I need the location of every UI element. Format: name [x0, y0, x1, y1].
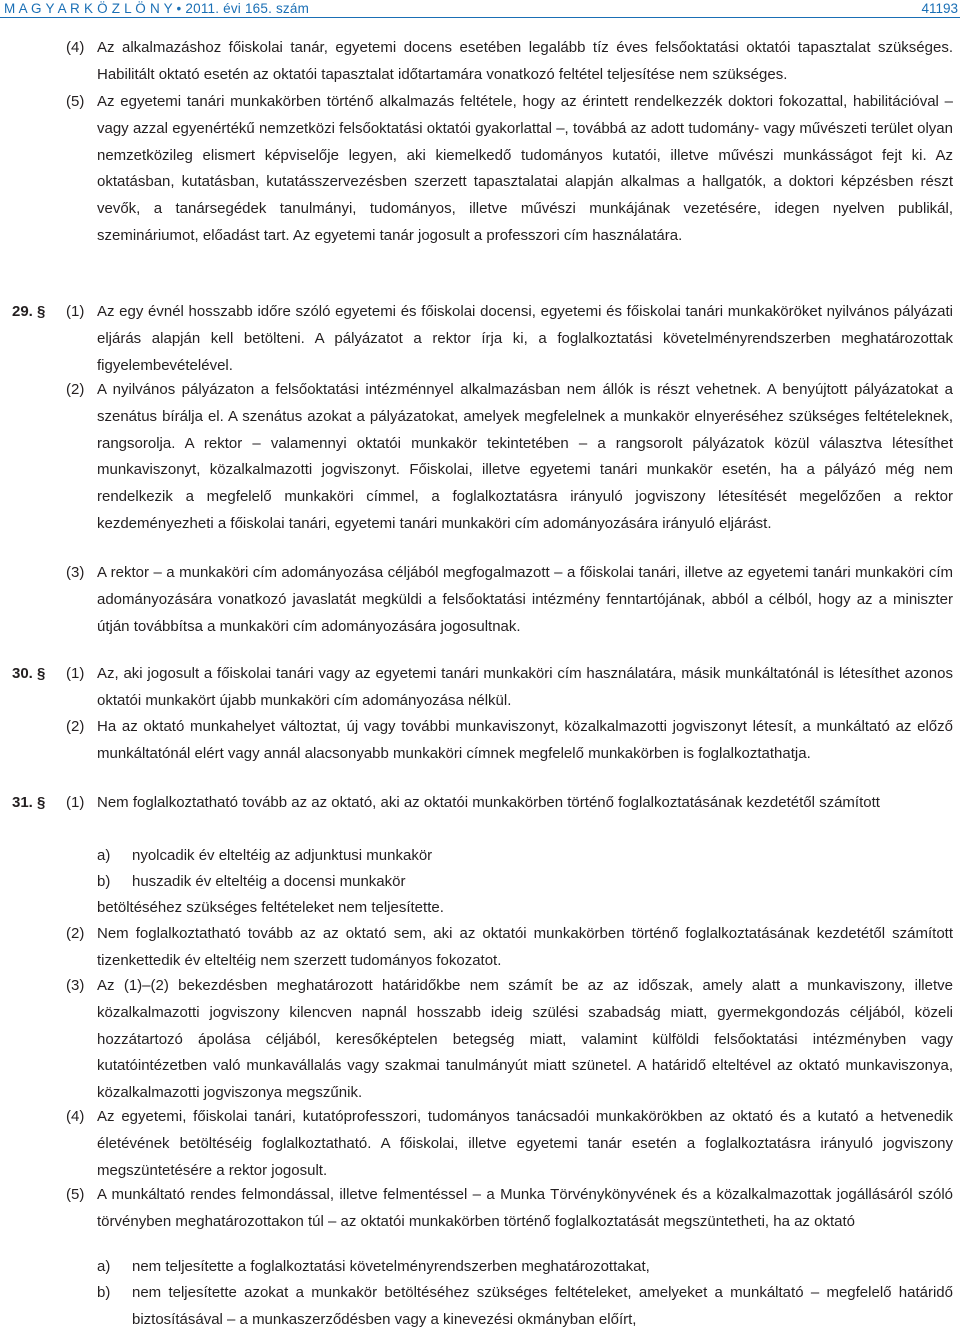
- paragraph-number: (2): [66, 381, 85, 398]
- list-item-label: b): [97, 1284, 111, 1301]
- paragraph-number: (4): [66, 1108, 85, 1125]
- section-31-1-text: Nem foglalkoztatható tovább az az oktató, aki az oktatói munkakörben történő foglalkoztatásának kezdetétől számított: [97, 794, 880, 811]
- paragraph-5-text: Az egyetemi tanári munkakörben történő alkalmazás feltétele, hogy az érintett rendelkezzék doktori fokozattal, habilitációval – vagy azzal egyenértékű nemzetközi felsőoktatási oktatói gyakorlattal –, továbbá az adott tudomány- vagy művészeti terület olyan nemzetközileg elismert képviselője legyen, aki kiemelkedő tudományos kutatói, illetve művészi munkásságot fejt ki. Az oktatásban, kutatásban, kutatásszervezésben szerzett tapasztalatai alapján alkalmas a hallgatók, a doktori képzésben részt vevők, a tanársegédek tanulmányi, tudományos, illetve művészi munkájának vezetésére, idegen nyelven publikál, szemináriumot, előadást tart. Az egyetemi tanár jogosult a professzori cím használatára.: [97, 93, 953, 244]
- page-number: 41193: [921, 1, 958, 16]
- section-31-heading: 31. §: [12, 794, 46, 811]
- paragraph-number: (5): [66, 93, 85, 110]
- list-item-label: b): [97, 873, 111, 890]
- list-item-label: a): [97, 1258, 111, 1275]
- section-29-heading: 29. §: [12, 303, 46, 320]
- paragraph-number: (3): [66, 977, 85, 994]
- section-30-2-text: Ha az oktató munkahelyet változtat, új vagy további munkaviszonyt, közalkalmazotti jogviszonyt létesít, a munkáltató az előző munkáltatónál elért vagy annál alacsonyabb munkaköri címnek megfelelő munkakörben is foglalkoztathatja.: [97, 718, 953, 762]
- paragraph-number: (1): [66, 303, 85, 320]
- paragraph-number: (3): [66, 564, 85, 581]
- paragraph-number: (4): [66, 39, 85, 56]
- section-29-3-text: A rektor – a munkaköri cím adományozása céljából megfogalmazott – a főiskolai tanári, illetve az egyetemi tanári munkaköri cím adományozására vonatkozó javaslatát megküldi a felsőoktatási intézmény fenntartójának, abból a célból, hogy az a miniszter útján továbbítsa a munkaköri cím adományozására jogosultnak.: [97, 564, 953, 635]
- section-31-4-text: Az egyetemi, főiskolai tanári, kutatóprofesszori, tudományos tanácsadói munkakörökben az oktató és a kutató a hetvenedik életévének betöltéséig foglalkoztatható. A főiskolai, illetve egyetemi tanár esetén a foglalkoztatásra irányuló jogviszony megszüntetésére a rektor jogosult.: [97, 1108, 953, 1179]
- section-31-3-text: Az (1)–(2) bekezdésben meghatározott határidőkbe nem számít be az az időszak, amely alatt a munkaviszony, illetve közalkalmazotti jogviszony kilencven napnál hosszabb ideig szülési szabadság miatt, gyermekgondozás céljából, közeli hozzátartozó ápolása céljából, keresőképtelen betegség miatt, valamint külföldi felsőoktatási intézményben vagy kutatóintézetben való munkavállalás vagy szakmai tanulmányút miatt szünetel. A határidő elteltével az oktató munkaviszonya, közalkalmazotti jogviszonya megszűnik.: [97, 977, 953, 1102]
- section-31-2-text: Nem foglalkoztatható tovább az az oktató sem, aki az oktatói munkakörben történő foglalkoztatásának kezdetétől számított tizenkettedik év elteltéig nem szerzett tudományos fokozatot.: [97, 925, 953, 969]
- paragraph-number: (2): [66, 718, 85, 735]
- paragraph-number: (5): [66, 1186, 85, 1203]
- paragraph-number: (1): [66, 794, 85, 811]
- paragraph-4-text: Az alkalmazáshoz főiskolai tanár, egyetemi docens esetében legalább tíz éves felsőoktatási oktatói tapasztalat szükséges. Habilitált oktató esetén az oktatói tapasztalat időtartamára vonatkozó feltétel teljesítése nem szükséges.: [97, 39, 953, 83]
- journal-header: [0, 0, 960, 18]
- section-31-1-tail: betöltéséhez szükséges feltételeket nem teljesítette.: [97, 899, 444, 916]
- list-item-text: huszadik év elteltéig a docensi munkakör: [132, 873, 406, 890]
- header-rule: [0, 17, 960, 18]
- section-30-heading: 30. §: [12, 665, 46, 682]
- section-31-5-text: A munkáltató rendes felmondással, illetve felmentéssel – a Munka Törvénykönyvének és a közalkalmazottak jogállásáról szóló törvényben meghatározottakon túl – az oktatói munkakörben történő foglalkoztatását megszüntetheti, ha az oktató: [97, 1186, 953, 1230]
- list-item-text: nyolcadik év elteltéig az adjunktusi munkakör: [132, 847, 433, 864]
- list-item-text: nem teljesítette a foglalkoztatási követelményrendszerben meghatározottakat,: [132, 1258, 650, 1275]
- section-29-1-text: Az egy évnél hosszabb időre szóló egyetemi és főiskolai docensi, egyetemi és főiskolai tanári munkaköröket nyilvános pályázati eljárás alapján kell betölteni. A pályázatot a rektor írja ki, a foglalkoztatási követelményrendszerben meghatározottak figyelembevételével.: [97, 303, 953, 374]
- section-29-2-text: A nyilvános pályázaton a felsőoktatási intézménnyel alkalmazásban nem állók is részt vehetnek. A benyújtott pályázatokat a szenátus bírálja el. A szenátus azokat a pályázatokat, amelyek megfelelnek a munkakör elnyeréséhez szükséges feltételeknek, rangsorolja. A rektor – valamennyi oktatói munkakör tekintetében – a rangsorolt pályázatok közül választva létesíthet munkaviszonyt, közalkalmazotti jogviszonyt. Főiskolai, illetve egyetemi tanári munkakör esetén, ha a pályázó még nem rendelkezik a megfelelő munkaköri címmel, a foglalkoztatásra irányuló jogviszony létesítését megelőzően a rektor kezdeményezheti a főiskolai tanári, egyetemi tanári munkaköri cím adományozására irányuló eljárást.: [97, 381, 953, 532]
- list-item-label: a): [97, 847, 111, 864]
- list-item-text: nem teljesítette azokat a munkakör betöltéséhez szükséges feltételeket, amelyeket a munkáltató – megfelelő határidő biztosításával – a munkaszerződésben vagy a kinevezési okmányban előírt,: [132, 1284, 953, 1328]
- section-30-1-text: Az, aki jogosult a főiskolai tanári vagy az egyetemi tanári munkaköri cím használatára, másik munkáltatónál is létesíthet azonos oktatói munkakört újabb munkaköri cím adományozása nélkül.: [97, 665, 953, 709]
- journal-title: M A G Y A R K Ö Z L Ö N Y • 2011. évi 165. szám: [4, 1, 310, 16]
- paragraph-number: (2): [66, 925, 85, 942]
- paragraph-number: (1): [66, 665, 85, 682]
